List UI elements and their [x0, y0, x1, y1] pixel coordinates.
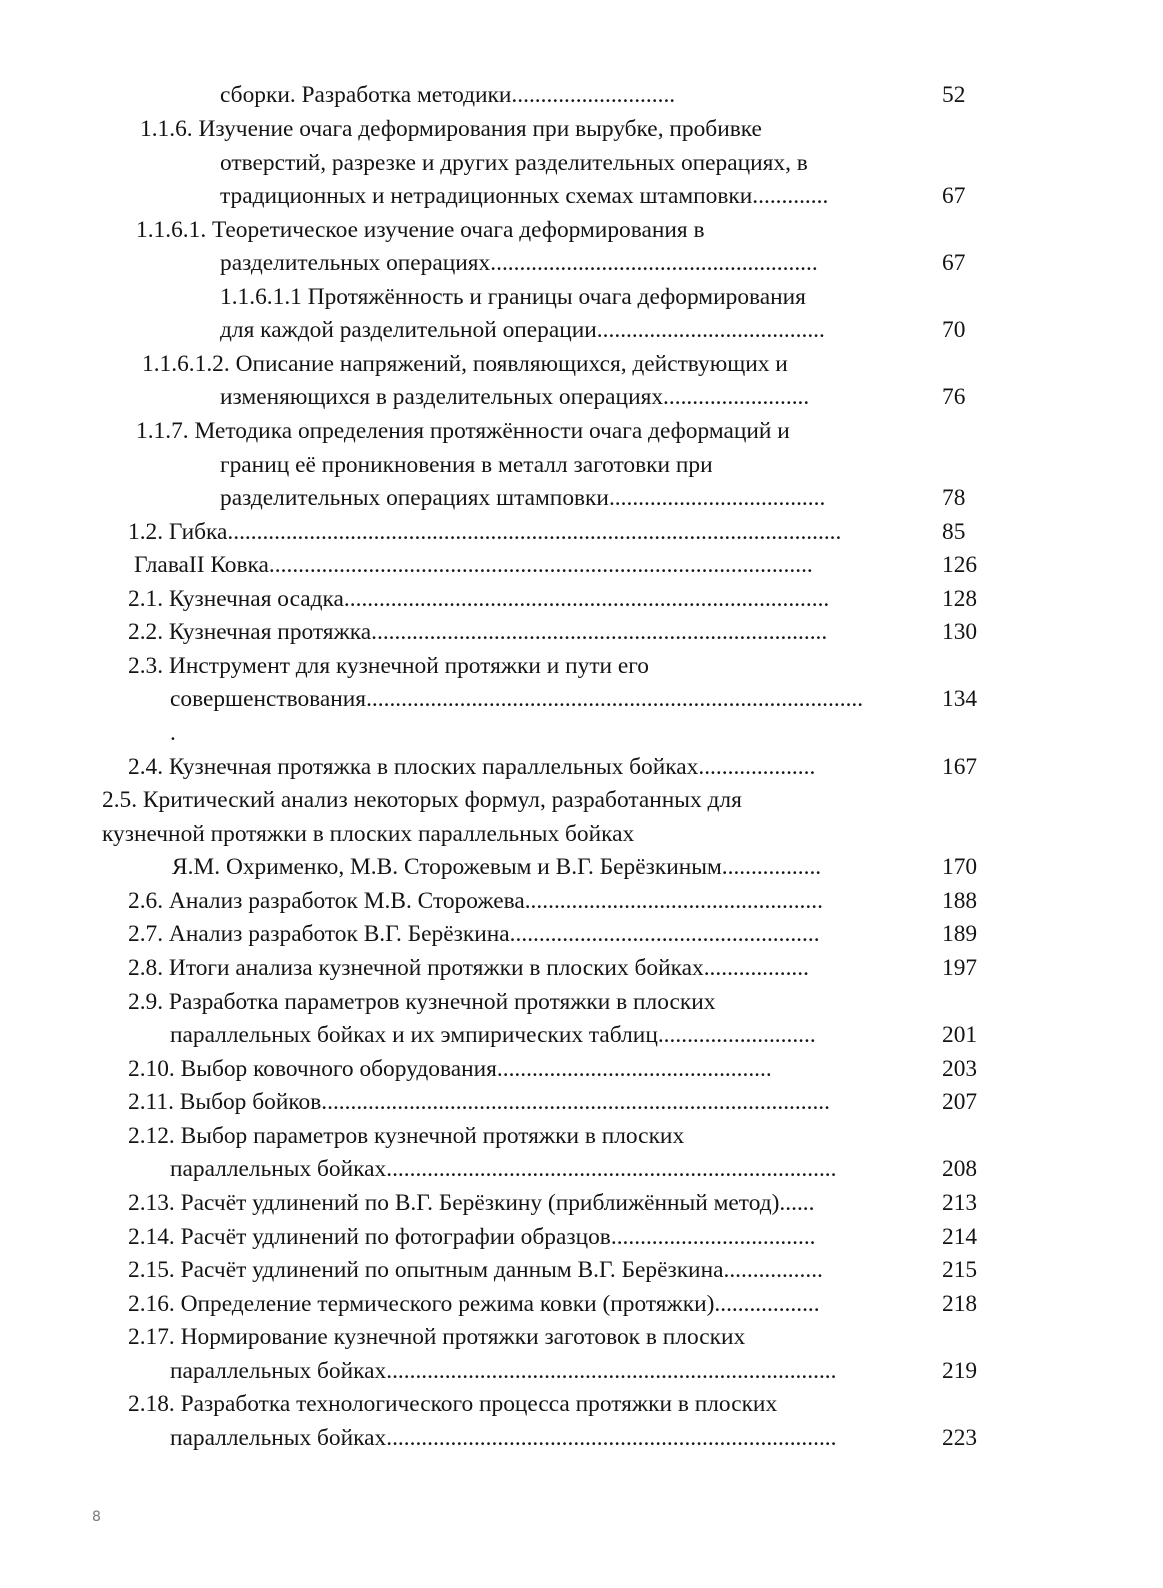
toc-page-number: 134	[942, 686, 978, 712]
toc-line: изменяющихся в разделительных операциях.........................	[220, 384, 810, 410]
toc-line: 2.14. Расчёт удлинений по фотографии образцов...................................	[128, 1224, 816, 1250]
toc-line: отверстий, разрезке и других разделительных операциях, в	[220, 150, 808, 176]
toc-line: традиционных и нетрадиционных схемах штамповки.............	[220, 183, 829, 209]
toc-line: 2.15. Расчёт удлинений по опытным данным В.Г. Берёзкина.................	[128, 1257, 823, 1283]
toc-page-number: 70	[942, 317, 966, 343]
toc-page-number: 203	[942, 1056, 978, 1082]
toc-line: для каждой разделительной операции.......................................	[220, 317, 825, 343]
toc-page-number: 170	[942, 854, 978, 880]
toc-page-number: 189	[942, 921, 978, 947]
toc-line: 2.16. Определение термического режима ковки (протяжки)..................	[128, 1291, 820, 1317]
toc-line: 1.1.7. Методика определения протяжённости очага деформаций и	[136, 418, 790, 444]
toc-page-number: 207	[942, 1089, 978, 1115]
toc-page-number: 215	[942, 1257, 978, 1283]
toc-page-number: 214	[942, 1224, 978, 1250]
toc-line: Я.М. Охрименко, М.В. Сторожевым и В.Г. Берёзкиным.................	[172, 854, 822, 880]
toc-line: 2.9. Разработка параметров кузнечной протяжки в плоских	[128, 989, 716, 1015]
toc-line: 2.11. Выбор бойков.......................................................................................	[128, 1089, 830, 1115]
toc-line: параллельных бойках.............................................................................	[170, 1156, 837, 1182]
toc-page-number: 219	[942, 1358, 978, 1384]
toc-page-number: 223	[942, 1425, 978, 1451]
toc-page-number: 188	[942, 888, 978, 914]
toc-line: границ её проникновения в металл заготовки при	[220, 452, 713, 478]
toc-page-number: 52	[942, 82, 966, 108]
toc-page-number: 130	[942, 619, 978, 645]
toc-page-number: 218	[942, 1291, 978, 1317]
toc-line: 1.1.6. Изучение очага деформирования при вырубке, пробивке	[140, 116, 762, 142]
toc-line: кузнечной протяжки в плоских параллельных бойках	[102, 821, 635, 847]
toc-line: 2.2. Кузнечная протяжка..............................................................................	[128, 619, 828, 645]
toc-page-number: 197	[942, 955, 978, 981]
toc-page-number: 167	[942, 754, 978, 780]
toc-line: 1.1.6.1. Теоретическое изучение очага деформирования в	[136, 217, 705, 243]
toc-page-number: 213	[942, 1190, 978, 1216]
toc-line: 2.3. Инструмент для кузнечной протяжки и пути его	[128, 653, 650, 679]
toc-line: .	[170, 720, 176, 746]
toc-line: 2.17. Нормирование кузнечной протяжки заготовок в плоских	[128, 1324, 746, 1350]
toc-line: ГлаваII Ковка.............................................................................................	[134, 552, 813, 578]
toc-line: параллельных бойках и их эмпирических таблиц...........................	[170, 1022, 816, 1048]
toc-page-number: 67	[942, 250, 966, 276]
folio-page-number: 8	[92, 1509, 101, 1525]
toc-page-number: 67	[942, 183, 966, 209]
toc-line: 2.5. Критический анализ некоторых формул, разработанных для	[102, 787, 742, 813]
toc-line: параллельных бойках.............................................................................	[170, 1358, 837, 1384]
toc-line: 2.4. Кузнечная протяжка в плоских параллельных бойках....................	[128, 754, 816, 780]
toc-page-number: 126	[942, 552, 978, 578]
toc-line: 1.2. Гибка.........................................................................................................	[128, 519, 842, 545]
toc-page-number: 208	[942, 1156, 978, 1182]
toc-line: совершенствования.....................................................................................	[170, 686, 864, 712]
toc-line: 2.1. Кузнечная осадка...................................................................................	[128, 586, 830, 612]
toc-line: 2.18. Разработка технологического процесса протяжки в плоских	[128, 1391, 778, 1417]
toc-line: сборки. Разработка методики............................	[220, 82, 676, 108]
toc-page-number: 201	[942, 1022, 978, 1048]
toc-line: 2.10. Выбор ковочного оборудования...............................................	[128, 1056, 772, 1082]
toc-page-number: 76	[942, 384, 966, 410]
toc-line: 2.8. Итоги анализа кузнечной протяжки в плоских бойках..................	[128, 955, 809, 981]
toc-line: разделительных операциях........................................................	[220, 250, 818, 276]
toc-line: 2.13. Расчёт удлинений по В.Г. Берёзкину (приближённый метод)......	[128, 1190, 815, 1216]
toc-line: параллельных бойках.............................................................................	[170, 1425, 837, 1451]
toc-page-number: 78	[942, 485, 966, 511]
toc-page-number: 128	[942, 586, 978, 612]
toc-line: 2.7. Анализ разработок В.Г. Берёзкина.....................................................	[128, 921, 820, 947]
toc-line: 2.6. Анализ разработок М.В. Сторожева...................................................	[128, 888, 823, 914]
toc-line: 2.12. Выбор параметров кузнечной протяжки в плоских	[128, 1123, 685, 1149]
toc-line: 1.1.6.1.1 Протяжённость и границы очага деформирования	[220, 284, 806, 310]
toc-line: 1.1.6.1.2. Описание напряжений, появляющихся, действующих и	[142, 351, 788, 377]
toc-page-number: 85	[942, 519, 966, 545]
toc-line: разделительных операциях штамповки.....................................	[220, 485, 826, 511]
